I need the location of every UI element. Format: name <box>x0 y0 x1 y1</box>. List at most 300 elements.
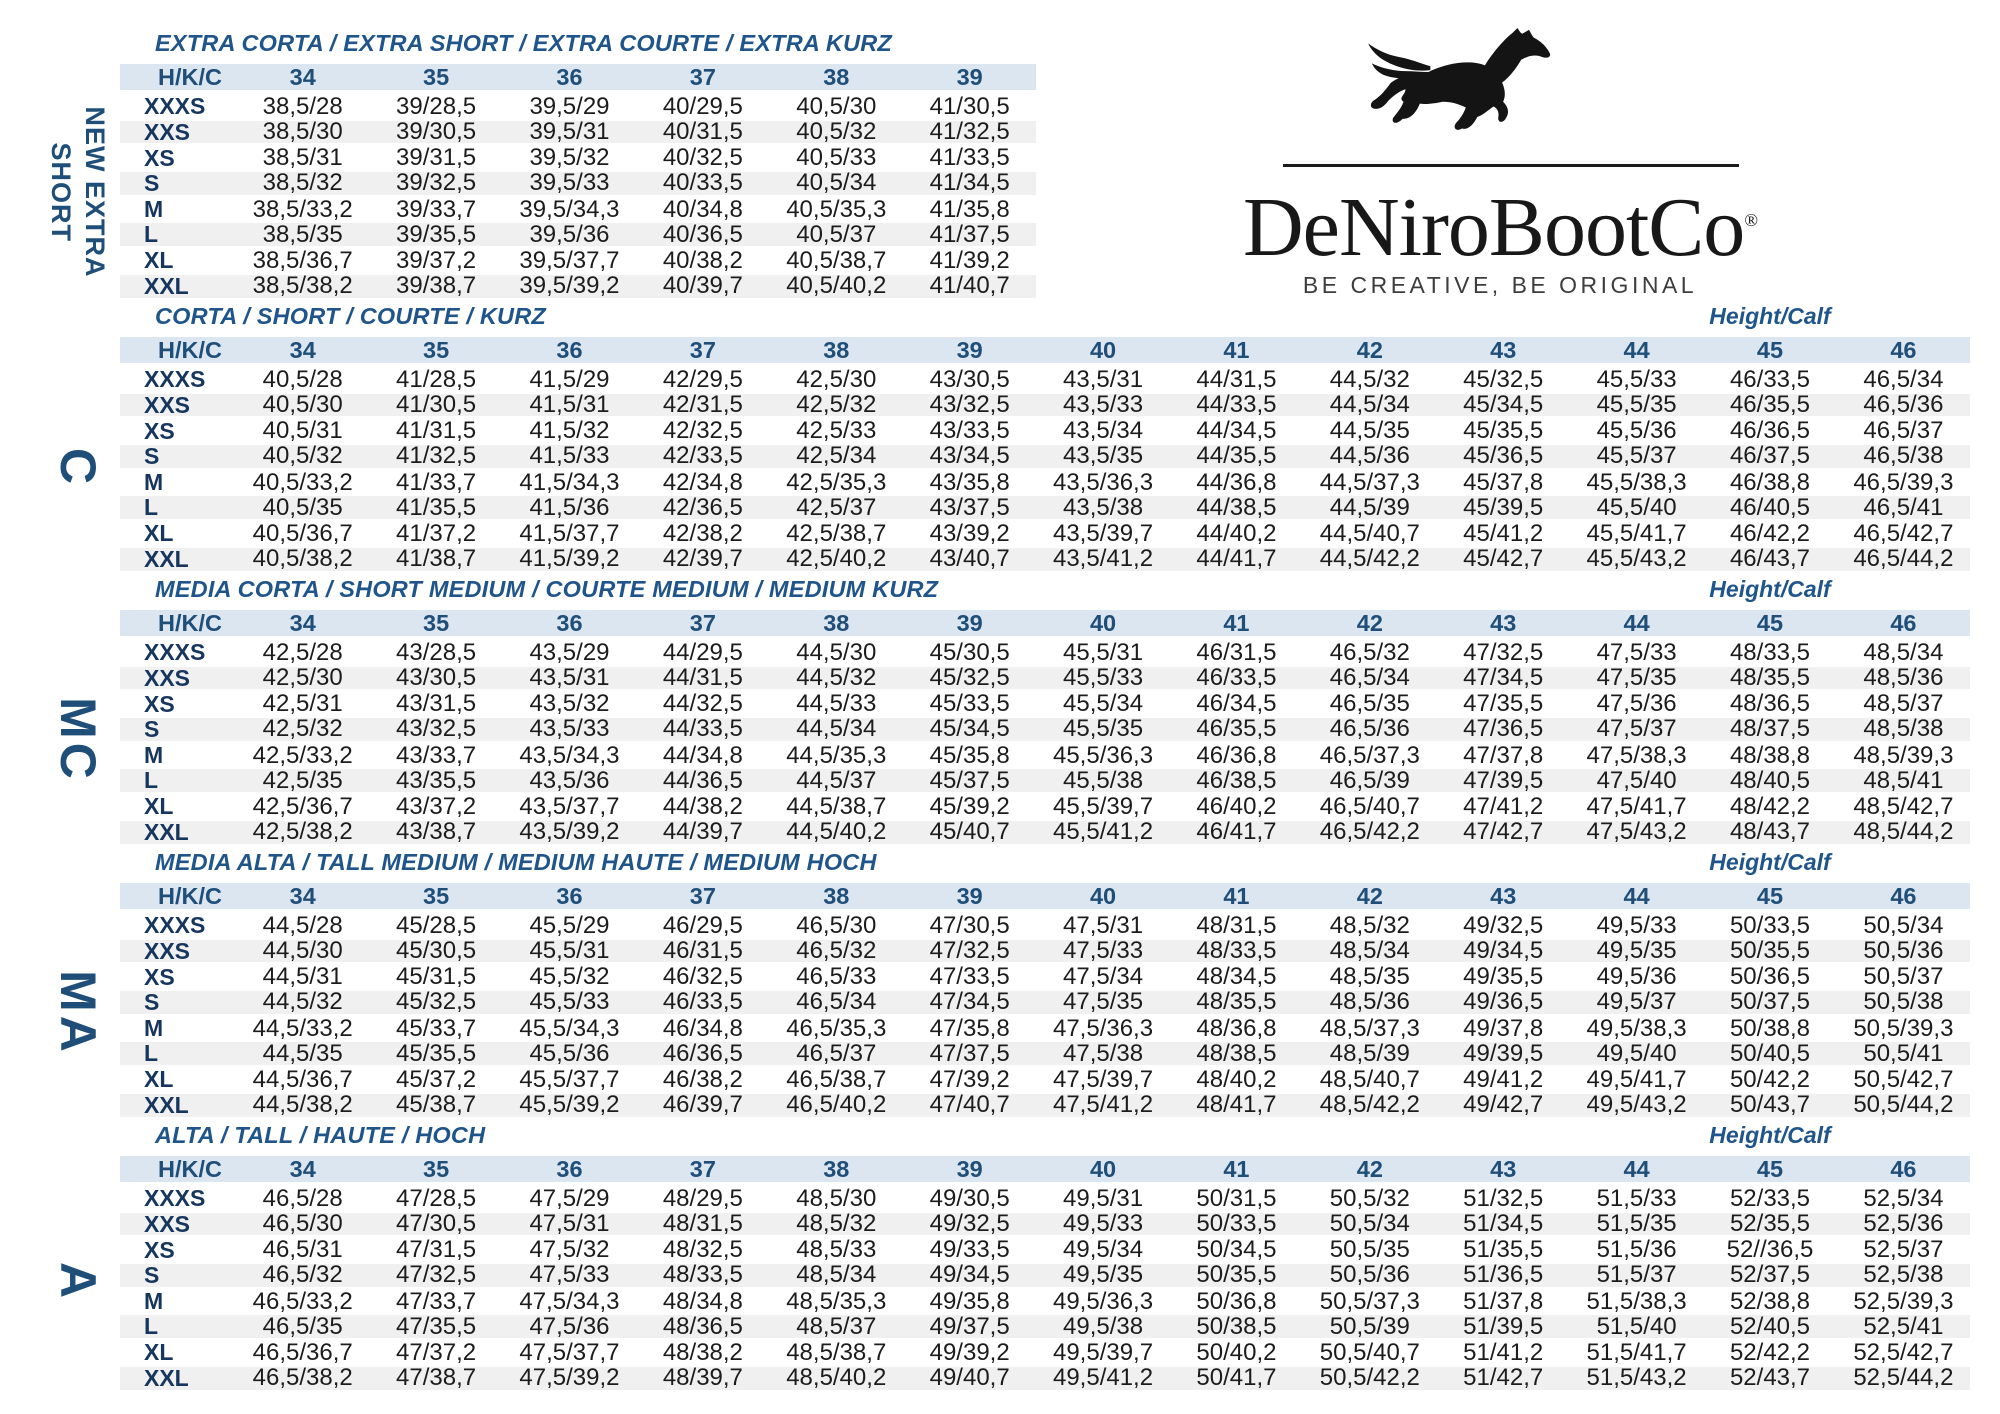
size-cell: 41,5/37,7 <box>519 519 620 547</box>
size-cell: 42,5/28 <box>262 638 343 666</box>
row-label: XXXS <box>144 1185 206 1212</box>
size-cell: 43,5/41,2 <box>1052 545 1154 573</box>
size-cell: 47,5/32 <box>529 1236 610 1264</box>
size-cell: 49/32,5 <box>929 1210 1010 1238</box>
size-cell: 47/34,5 <box>1463 664 1544 692</box>
size-cell: 49,5/36 <box>1596 963 1677 991</box>
size-cell: 44,5/28 <box>262 911 343 939</box>
size-cell: 48/43,7 <box>1729 818 1811 846</box>
size-cell: 48/42,2 <box>1729 792 1811 820</box>
size-cell: 44,5/36 <box>1329 442 1410 470</box>
size-cell: 45,5/36 <box>529 1039 610 1067</box>
size-cell: 46/43,7 <box>1729 545 1811 573</box>
size-cell: 42,5/36,7 <box>252 792 353 820</box>
table-row <box>120 640 1970 666</box>
hkc-header: H/K/C <box>158 1155 222 1182</box>
size-cell: 46,5/35 <box>1329 690 1410 718</box>
height-calf-legend: Height/Calf <box>1709 849 1831 875</box>
size-cell: 43,5/31 <box>529 664 610 692</box>
size-cell: 52/38,8 <box>1729 1287 1811 1315</box>
size-cell: 48,5/44,2 <box>1853 818 1954 846</box>
column-header: 38 <box>823 1155 850 1182</box>
size-cell: 39/33,7 <box>396 195 477 223</box>
size-cell: 44,5/32 <box>796 664 877 692</box>
size-cell: 48,5/38 <box>1863 715 1944 743</box>
table-row <box>120 768 1970 794</box>
size-cell: 45,5/41,2 <box>1052 818 1154 846</box>
size-cell: 47,5/34 <box>1063 963 1144 991</box>
size-cell: 45/37,2 <box>396 1065 477 1093</box>
size-table-tall <box>120 1156 1970 1392</box>
size-cell: 49,5/36,3 <box>1052 1287 1154 1315</box>
column-header: 45 <box>1756 882 1784 909</box>
side-label-line: NEW EXTRA <box>80 106 110 278</box>
row-label: S <box>144 442 160 469</box>
size-cell: 51/35,5 <box>1463 1236 1544 1264</box>
table-row <box>120 547 1970 573</box>
row-label: XXXS <box>144 93 206 120</box>
table-row <box>120 913 1970 939</box>
size-cell: 48/34,5 <box>1196 963 1277 991</box>
size-cell: 40,5/32 <box>796 118 877 146</box>
size-cell: 42,5/35 <box>262 766 343 794</box>
size-cell: 41,5/29 <box>529 365 610 393</box>
size-cell: 51/34,5 <box>1463 1210 1544 1238</box>
column-header: 40 <box>1089 1155 1117 1182</box>
galloping-horse-icon <box>1358 28 1608 162</box>
table-row <box>120 1041 1970 1067</box>
size-cell: 46/29,5 <box>662 911 743 939</box>
row-label: L <box>144 1313 159 1340</box>
size-cell: 44,5/38,7 <box>786 792 887 820</box>
size-cell: 46,5/31 <box>262 1236 343 1264</box>
column-header: 42 <box>1356 336 1383 363</box>
size-cell: 45/37,5 <box>929 766 1010 794</box>
size-cell: 42/39,7 <box>662 545 743 573</box>
size-cell: 47/33,5 <box>929 963 1010 991</box>
table-row <box>120 1212 1970 1238</box>
column-header: 38 <box>823 609 850 636</box>
size-cell: 40,5/30 <box>796 92 877 120</box>
size-cell: 46/38,2 <box>662 1065 743 1093</box>
size-cell: 45,5/35 <box>1596 391 1677 419</box>
size-cell: 43/39,2 <box>929 519 1010 547</box>
size-cell: 43,5/39,7 <box>1052 519 1154 547</box>
size-cell: 45,5/43,2 <box>1586 545 1687 573</box>
column-header: 43 <box>1490 336 1517 363</box>
size-cell: 43,5/33 <box>529 715 610 743</box>
size-cell: 49/39,5 <box>1463 1039 1544 1067</box>
size-cell: 46,5/37 <box>796 1039 877 1067</box>
size-cell: 47,5/36 <box>1596 690 1677 718</box>
size-cell: 45/35,5 <box>396 1039 477 1067</box>
size-cell: 46/32,5 <box>662 963 743 991</box>
table-row <box>120 248 1036 274</box>
column-header: 44 <box>1623 882 1650 909</box>
size-cell: 40,5/37 <box>796 220 877 248</box>
side-label-a: A <box>50 1261 106 1303</box>
size-cell: 50,5/35 <box>1329 1236 1410 1264</box>
column-header: 36 <box>556 63 583 90</box>
hkc-header: H/K/C <box>158 336 222 363</box>
size-cell: 48,5/36 <box>1863 664 1944 692</box>
size-cell: 47/34,5 <box>929 988 1010 1016</box>
size-cell: 49/33,5 <box>929 1236 1010 1264</box>
size-cell: 42,5/35,3 <box>786 468 887 496</box>
size-cell: 48/33,5 <box>1729 638 1811 666</box>
row-label: XL <box>144 520 174 547</box>
size-cell: 48,5/36 <box>1329 988 1410 1016</box>
size-cell: 48/37,5 <box>1729 715 1811 743</box>
size-cell: 48,5/37,3 <box>1319 1014 1420 1042</box>
row-label: XS <box>144 144 175 171</box>
size-cell: 50,5/32 <box>1329 1184 1410 1212</box>
size-cell: 49,5/31 <box>1063 1184 1144 1212</box>
size-cell: 39,5/33 <box>529 169 610 197</box>
size-cell: 44,5/35 <box>1329 417 1410 445</box>
size-cell: 49/37,8 <box>1463 1014 1544 1042</box>
size-cell: 43/28,5 <box>396 638 477 666</box>
table-row <box>120 171 1036 197</box>
size-cell: 48/34,8 <box>662 1287 743 1315</box>
size-cell: 45/35,8 <box>929 741 1010 769</box>
size-cell: 48/38,2 <box>662 1338 743 1366</box>
size-cell: 48/35,5 <box>1196 988 1277 1016</box>
size-cell: 44/32,5 <box>662 690 743 718</box>
column-header: 34 <box>289 1155 316 1182</box>
size-cell: 48/41,7 <box>1196 1091 1277 1119</box>
row-label: XXL <box>144 545 189 572</box>
row-label: S <box>144 715 160 742</box>
column-header: 35 <box>423 609 450 636</box>
column-header: 41 <box>1223 1155 1250 1182</box>
size-cell: 46/38,5 <box>1196 766 1277 794</box>
size-cell: 52,5/39,3 <box>1853 1287 1954 1315</box>
size-cell: 44/29,5 <box>662 638 743 666</box>
row-label: XXS <box>144 391 191 418</box>
table-row <box>120 990 1970 1016</box>
size-cell: 42,5/33 <box>796 417 877 445</box>
size-cell: 50/34,5 <box>1196 1236 1277 1264</box>
column-header: 44 <box>1623 1155 1650 1182</box>
size-cell: 45,5/31 <box>529 937 610 965</box>
size-cell: 49,5/43,2 <box>1586 1091 1687 1119</box>
size-cell: 47,5/43,2 <box>1586 818 1687 846</box>
size-cell: 47/37,2 <box>396 1338 477 1366</box>
size-cell: 47,5/33 <box>529 1261 610 1289</box>
column-header: 37 <box>689 336 716 363</box>
size-cell: 41/31,5 <box>396 417 477 445</box>
column-header: 34 <box>289 63 316 90</box>
size-cell: 47/38,7 <box>396 1364 477 1392</box>
column-header: 34 <box>289 336 316 363</box>
size-cell: 38,5/33,2 <box>252 195 353 223</box>
size-cell: 52/33,5 <box>1729 1184 1811 1212</box>
row-label: L <box>144 1040 159 1067</box>
size-cell: 50/35,5 <box>1196 1261 1277 1289</box>
size-cell: 46/38,8 <box>1729 468 1811 496</box>
size-cell: 40,5/35 <box>262 493 343 521</box>
size-cell: 41/32,5 <box>396 442 477 470</box>
size-cell: 46,5/39 <box>1329 766 1410 794</box>
size-cell: 40,5/35,3 <box>786 195 887 223</box>
size-cell: 47,5/38,3 <box>1586 741 1687 769</box>
size-cell: 44,5/32 <box>262 988 343 1016</box>
table-row <box>120 367 1970 393</box>
size-cell: 40,5/40,2 <box>786 272 887 300</box>
hkc-header: H/K/C <box>158 882 222 909</box>
size-cell: 45,5/37 <box>1596 442 1677 470</box>
size-cell: 45,5/39,2 <box>519 1091 620 1119</box>
size-cell: 46,5/32 <box>796 937 877 965</box>
size-cell: 41,5/34,3 <box>519 468 620 496</box>
size-cell: 52,5/37 <box>1863 1236 1944 1264</box>
column-header: 44 <box>1623 336 1650 363</box>
size-table-short-medium <box>120 610 1970 846</box>
size-cell: 42,5/38,7 <box>786 519 887 547</box>
size-cell: 38,5/32 <box>262 169 343 197</box>
size-cell: 45,5/35 <box>1063 715 1144 743</box>
hkc-header: H/K/C <box>158 609 222 636</box>
size-cell: 46/39,7 <box>662 1091 743 1119</box>
size-cell: 40,5/31 <box>262 417 343 445</box>
size-cell: 39/32,5 <box>396 169 477 197</box>
size-cell: 42,5/34 <box>796 442 877 470</box>
size-cell: 44,5/34 <box>1329 391 1410 419</box>
table-row <box>120 120 1036 146</box>
size-cell: 45,5/31 <box>1063 638 1144 666</box>
table-row <box>120 1067 1970 1093</box>
column-header: 36 <box>556 1155 583 1182</box>
size-cell: 47/40,7 <box>929 1091 1010 1119</box>
size-cell: 44,5/37,3 <box>1319 468 1420 496</box>
size-cell: 45,5/34,3 <box>519 1014 620 1042</box>
size-cell: 40,5/28 <box>262 365 343 393</box>
size-cell: 45/36,5 <box>1463 442 1544 470</box>
size-cell: 52/43,7 <box>1729 1364 1811 1392</box>
brand-tagline: BE CREATIVE, BE ORIGINAL <box>1302 272 1698 298</box>
table-row <box>120 222 1036 248</box>
brand-wordmark <box>1180 176 1820 272</box>
size-cell: 48/36,8 <box>1196 1014 1277 1042</box>
size-cell: 48/31,5 <box>1196 911 1277 939</box>
size-cell: 46/41,7 <box>1196 818 1277 846</box>
size-cell: 47,5/34,3 <box>519 1287 620 1315</box>
column-header: 46 <box>1890 609 1917 636</box>
size-cell: 48,5/39,3 <box>1853 741 1954 769</box>
size-cell: 47/30,5 <box>929 911 1010 939</box>
size-cell: 45,5/36 <box>1596 417 1677 445</box>
size-cell: 43,5/38 <box>1063 493 1144 521</box>
size-cell: 52,5/36 <box>1863 1210 1944 1238</box>
size-cell: 43,5/36 <box>529 766 610 794</box>
size-cell: 50/41,7 <box>1196 1364 1277 1392</box>
table-row <box>120 197 1036 223</box>
size-cell: 48/36,5 <box>1729 690 1811 718</box>
row-label: XXL <box>144 1364 189 1391</box>
size-cell: 49/34,5 <box>929 1261 1010 1289</box>
row-label: S <box>144 988 160 1015</box>
size-cell: 44/31,5 <box>1196 365 1277 393</box>
size-cell: 43/35,8 <box>929 468 1010 496</box>
size-cell: 41,5/32 <box>529 417 610 445</box>
size-cell: 47,5/38 <box>1063 1039 1144 1067</box>
row-label: M <box>144 196 164 223</box>
size-cell: 49,5/33 <box>1596 911 1677 939</box>
size-cell: 41,5/33 <box>529 442 610 470</box>
size-cell: 41/33,7 <box>396 468 477 496</box>
size-cell: 45,5/37,7 <box>519 1065 620 1093</box>
row-label: L <box>144 221 159 248</box>
size-cell: 44/34,8 <box>662 741 743 769</box>
size-cell: 40/36,5 <box>662 220 743 248</box>
size-cell: 47,5/33 <box>1596 638 1677 666</box>
size-cell: 47,5/31 <box>1063 911 1144 939</box>
size-cell: 40/32,5 <box>662 144 743 172</box>
size-cell: 43/40,7 <box>929 545 1010 573</box>
size-cell: 46/36,8 <box>1196 741 1277 769</box>
size-cell: 43/38,7 <box>396 818 477 846</box>
size-cell: 42/31,5 <box>662 391 743 419</box>
size-table-tall-medium <box>120 883 1970 1119</box>
size-cell: 48,5/34 <box>1329 937 1410 965</box>
size-cell: 47/39,5 <box>1463 766 1544 794</box>
size-cell: 51,5/38,3 <box>1586 1287 1687 1315</box>
table-row <box>120 1186 1970 1212</box>
size-cell: 46,5/38,7 <box>786 1065 887 1093</box>
table-row <box>120 495 1970 521</box>
size-cell: 45,5/38 <box>1063 766 1144 794</box>
size-cell: 45/30,5 <box>396 937 477 965</box>
size-cell: 46/40,2 <box>1196 792 1277 820</box>
size-cell: 48/38,8 <box>1729 741 1811 769</box>
size-cell: 46/33,5 <box>1729 365 1811 393</box>
size-cell: 46,5/39,3 <box>1853 468 1954 496</box>
size-cell: 43/34,5 <box>929 442 1010 470</box>
size-cell: 51,5/36 <box>1596 1236 1677 1264</box>
size-cell: 47/32,5 <box>396 1261 477 1289</box>
size-cell: 50,5/37 <box>1863 963 1944 991</box>
size-cell: 49,5/34 <box>1063 1236 1144 1264</box>
size-cell: 46,5/42,2 <box>1319 818 1420 846</box>
size-cell: 52/35,5 <box>1729 1210 1811 1238</box>
size-cell: 39,5/39,2 <box>519 272 620 300</box>
column-header: 44 <box>1623 609 1650 636</box>
size-cell: 50,5/44,2 <box>1853 1091 1954 1119</box>
size-cell: 49,5/40 <box>1596 1039 1677 1067</box>
size-cell: 44/33,5 <box>662 715 743 743</box>
size-cell: 40,5/33 <box>796 144 877 172</box>
size-cell: 49,5/33 <box>1063 1210 1144 1238</box>
row-label: XXS <box>144 118 191 145</box>
column-header: 39 <box>956 1155 983 1182</box>
side-label-new-extra-short <box>44 107 112 278</box>
table-row <box>120 939 1970 965</box>
registered-mark: ® <box>1744 210 1757 230</box>
size-cell: 46/36,5 <box>1729 417 1811 445</box>
size-cell: 47/31,5 <box>396 1236 477 1264</box>
column-header: 46 <box>1890 1155 1917 1182</box>
size-cell: 51,5/43,2 <box>1586 1364 1687 1392</box>
size-cell: 38,5/38,2 <box>252 272 353 300</box>
size-cell: 50/33,5 <box>1729 911 1811 939</box>
brand-logo <box>1180 28 1820 318</box>
size-cell: 38,5/36,7 <box>252 246 353 274</box>
size-cell: 43,5/34 <box>1063 417 1144 445</box>
row-label: S <box>144 1261 160 1288</box>
size-cell: 46,5/33,2 <box>252 1287 353 1315</box>
size-cell: 49,5/41,7 <box>1586 1065 1687 1093</box>
row-label: XS <box>144 1236 175 1263</box>
size-cell: 38,5/35 <box>262 220 343 248</box>
size-cell: 45,5/29 <box>529 911 610 939</box>
size-cell: 45/32,5 <box>1463 365 1544 393</box>
size-cell: 49/35,8 <box>929 1287 1010 1315</box>
size-cell: 44,5/37 <box>796 766 877 794</box>
row-label: XXL <box>144 1091 189 1118</box>
size-cell: 50,5/37,3 <box>1319 1287 1420 1315</box>
size-cell: 45,5/33 <box>1063 664 1144 692</box>
height-calf-legend: Height/Calf <box>1709 303 1831 329</box>
table-row <box>120 1237 1970 1263</box>
column-header: 34 <box>289 609 316 636</box>
size-cell: 44,5/35,3 <box>786 741 887 769</box>
size-cell: 47/37,8 <box>1463 741 1544 769</box>
size-cell: 48,5/40,7 <box>1319 1065 1420 1093</box>
size-cell: 42/34,8 <box>662 468 743 496</box>
size-cell: 50,5/39 <box>1329 1312 1410 1340</box>
size-cell: 42/29,5 <box>662 365 743 393</box>
size-cell: 40,5/38,2 <box>252 545 353 573</box>
column-header: 35 <box>423 882 450 909</box>
size-cell: 47/28,5 <box>396 1184 477 1212</box>
size-cell: 47,5/35 <box>1063 988 1144 1016</box>
header-row <box>120 883 1970 909</box>
size-cell: 41/37,2 <box>396 519 477 547</box>
size-cell: 47/39,2 <box>929 1065 1010 1093</box>
size-cell: 46/42,2 <box>1729 519 1811 547</box>
size-cell: 46/37,5 <box>1729 442 1811 470</box>
size-cell: 50,5/34 <box>1329 1210 1410 1238</box>
size-cell: 48,5/37 <box>1863 690 1944 718</box>
size-cell: 51,5/33 <box>1596 1184 1677 1212</box>
size-cell: 43/30,5 <box>396 664 477 692</box>
size-cell: 39,5/37,7 <box>519 246 620 274</box>
size-cell: 47,5/41,7 <box>1586 792 1687 820</box>
size-cell: 49,5/38,3 <box>1586 1014 1687 1042</box>
size-cell: 46,5/36 <box>1863 391 1944 419</box>
size-cell: 52//36,5 <box>1726 1236 1814 1264</box>
size-cell: 48/38,5 <box>1196 1039 1277 1067</box>
table-row <box>120 145 1036 171</box>
size-cell: 45,5/33 <box>529 988 610 1016</box>
size-cell: 39/38,7 <box>396 272 477 300</box>
size-cell: 49,5/38 <box>1063 1312 1144 1340</box>
column-header: 46 <box>1890 336 1917 363</box>
size-cell: 48,5/35 <box>1329 963 1410 991</box>
table-row <box>120 1263 1970 1289</box>
table-row <box>120 1093 1970 1119</box>
table-row <box>120 1366 1970 1392</box>
row-label: XL <box>144 247 174 274</box>
size-cell: 48,5/32 <box>796 1210 877 1238</box>
column-header: 36 <box>556 609 583 636</box>
size-cell: 43/31,5 <box>396 690 477 718</box>
table-row <box>120 964 1970 990</box>
size-cell: 43/33,7 <box>396 741 477 769</box>
row-label: L <box>144 767 159 794</box>
size-cell: 49,5/41,2 <box>1052 1364 1154 1392</box>
